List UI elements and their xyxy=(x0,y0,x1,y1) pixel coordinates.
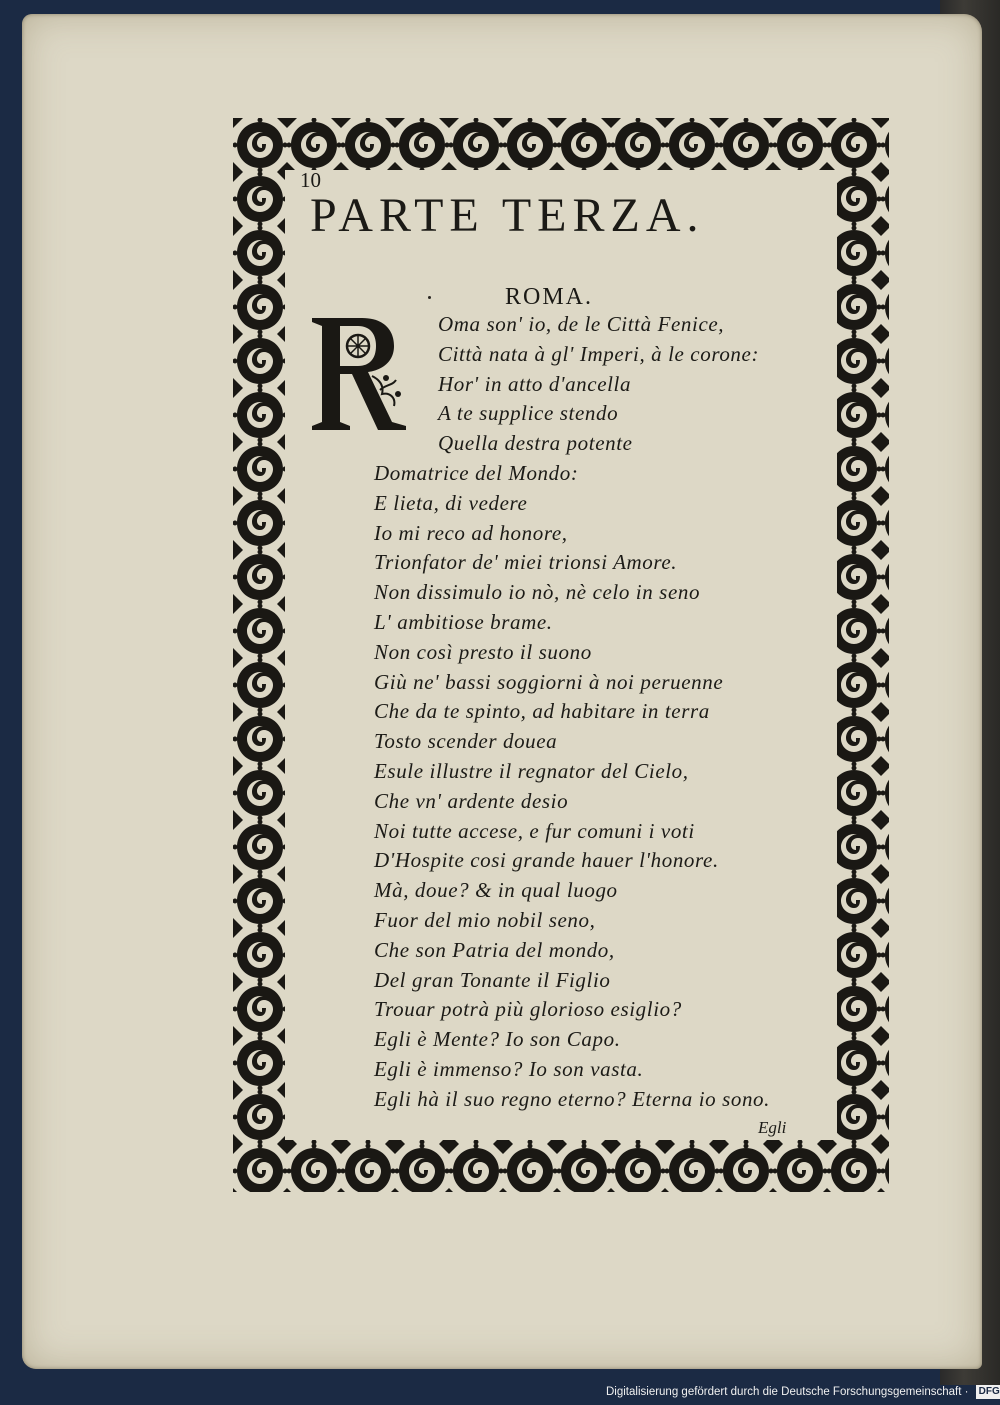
verse-line: Tosto scender douea xyxy=(374,729,558,754)
catchword: Egli xyxy=(758,1118,787,1137)
verse-line: Che son Patria del mondo, xyxy=(374,937,615,962)
page-content xyxy=(288,168,836,1143)
verse-line: Egli hà il suo regno eterno? Eterna io sono. xyxy=(374,1086,771,1111)
verse-line: Esule illustre il regnator del Cielo, xyxy=(374,759,689,783)
verse-line: E lieta, di vedere xyxy=(374,490,528,515)
verse-line: Hor' in atto d'ancella xyxy=(438,371,632,396)
verse-line: Del gran Tonante il Figlio xyxy=(374,967,611,992)
page-number: 10 xyxy=(300,168,321,192)
printer-mark xyxy=(428,296,431,299)
dfg-logo: DFG xyxy=(976,1385,1000,1399)
decorated-initial-r xyxy=(310,314,408,432)
speaker-name: ROMA. xyxy=(505,284,594,310)
verse-line: Non dissimulo io nò, nè celo in seno xyxy=(374,580,701,605)
verse-line: Egli è immenso? Io son vasta. xyxy=(374,1057,644,1081)
credit-text: Digitalisierung gefördert durch die Deutsche Forschungsgemeinschaft xyxy=(606,1386,962,1398)
verse-line: Non così presto il suono xyxy=(374,639,592,664)
verse-line: Che da te spinto, ad habitare in terra xyxy=(374,699,710,724)
verse-line: Mà, doue? & in qual luogo xyxy=(374,878,618,903)
digitization-credit: Digitalisierung gefördert durch die Deutsche Forschungsgemeinschaft · DFG xyxy=(606,1382,1000,1402)
verse-line: Trionfator de' miei trionsi Amore. xyxy=(374,550,678,575)
verse-line: Giù ne' bassi soggiorni à noi peruenne xyxy=(374,669,724,694)
part-title: PARTE TERZA. xyxy=(310,189,705,242)
verse-line: Città nata à gl' Imperi, à le corone: xyxy=(438,341,760,366)
verse-line: Che vn' ardente desio xyxy=(374,788,569,813)
verse-line: D'Hospite cosi grande hauer l'honore. xyxy=(374,848,719,873)
verse-line: Oma son' io, de le Città Fenice, xyxy=(438,312,725,336)
verse-line: Fuor del mio nobil seno, xyxy=(374,908,596,932)
verse-line: Quella destra potente xyxy=(438,431,633,456)
verse-line: Egli è Mente? Io son Capo. xyxy=(374,1027,621,1052)
verse-line: Trouar potrà più glorioso esiglio? xyxy=(374,997,682,1022)
verse-line: L' ambitiose brame. xyxy=(374,610,553,634)
verse-line: A te supplice stendo xyxy=(438,401,619,426)
verse-line: Io mi reco ad honore, xyxy=(374,520,568,545)
verse-line: Noi tutte accese, e fur comuni i voti xyxy=(374,818,695,843)
verse-line: Domatrice del Mondo: xyxy=(374,461,579,485)
